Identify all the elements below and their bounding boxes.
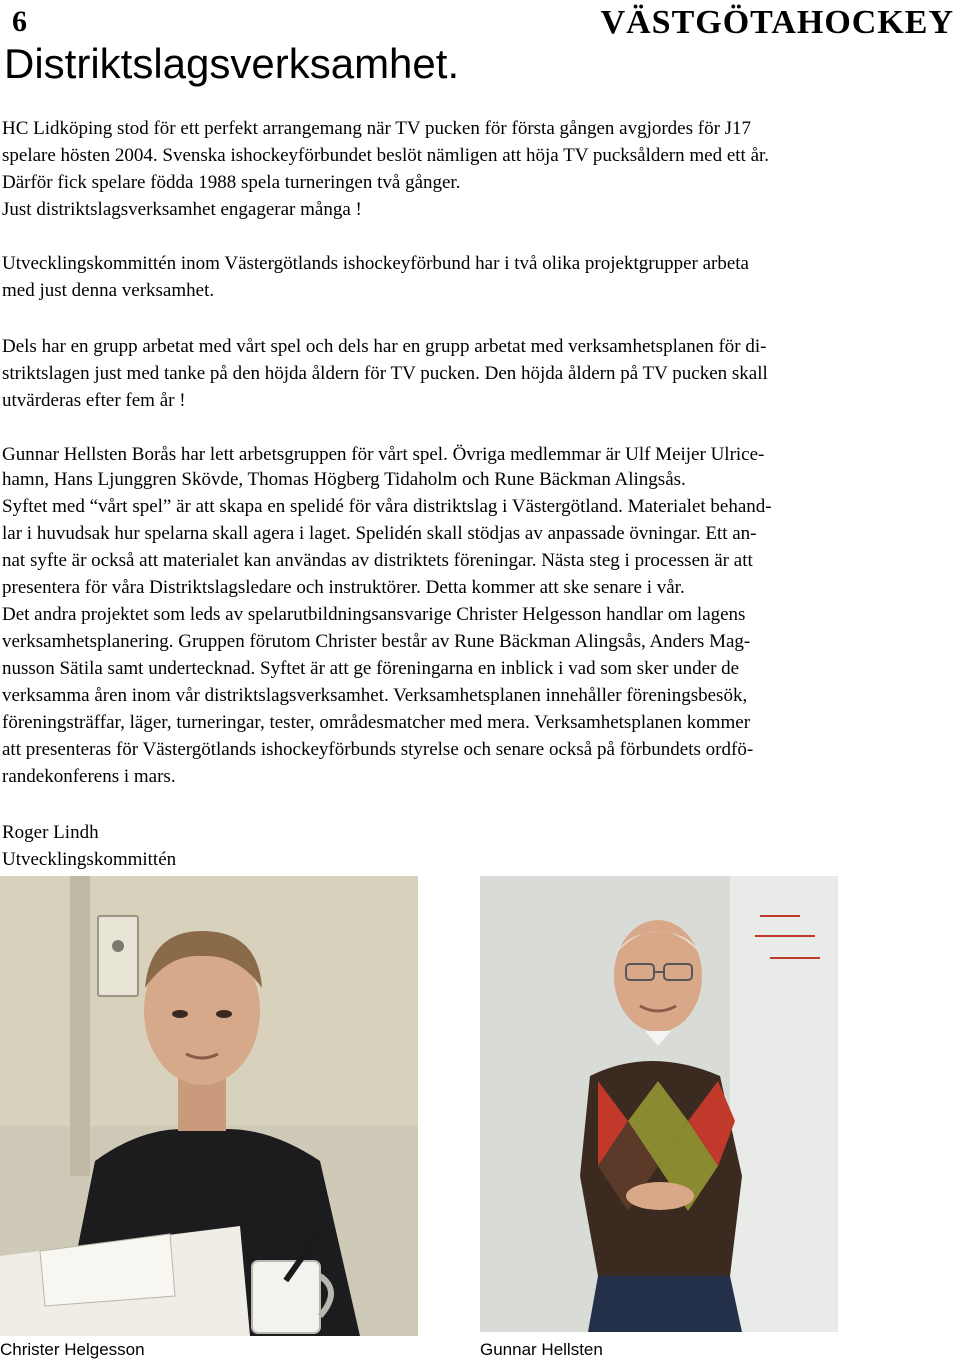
article-line: presentera för våra Distriktslagsledare och instruktörer. Detta kommer att ske senare i vår.	[2, 577, 685, 598]
photo-christer-helgesson-illustration	[0, 876, 418, 1336]
photo-caption-christer-helgesson: Christer Helgesson	[0, 1340, 145, 1359]
article-line: hamn, Hans Ljunggren Skövde, Thomas Högberg Tidaholm och Rune Bäckman Alingsås.	[2, 469, 686, 490]
article-line: utvärderas efter fem år !	[2, 390, 186, 411]
article-line: Dels har en grupp arbetat med vårt spel och dels har en grupp arbetat med verksamhetsplanen för di-	[2, 336, 767, 357]
photo-caption-gunnar-hellsten: Gunnar Hellsten	[480, 1340, 603, 1359]
article-line: nat syfte är också att materialet kan användas av distriktets föreningar. Nästa steg i processen är att	[2, 550, 753, 571]
article-line: föreningsträffar, läger, turneringar, tester, områdesmatcher med mera. Verksamhetsplanen kommer	[2, 712, 751, 733]
article-line: HC Lidköping stod för ett perfekt arrangemang när TV pucken för första gången avgjordes för J17	[2, 118, 752, 139]
photo-christer-helgesson	[0, 876, 418, 1336]
article-line: verksamhetsplanering. Gruppen förutom Christer består av Rune Bäckman Alingsås, Anders Mag-	[2, 631, 751, 652]
author-name: Roger Lindh	[2, 822, 99, 843]
magazine-title: VÄSTGÖTAHOCKEY	[600, 4, 954, 41]
article-line: Just distriktslagsverksamhet engagerar många !	[2, 199, 362, 220]
article-line: nusson Sätila samt undertecknad. Syftet är att ge föreningarna en inblick i vad som sker under de	[2, 658, 740, 679]
article-line: verksamma åren inom vår distriktslagsverksamhet. Verksamhetsplanen innehåller föreningsbesök,	[2, 685, 748, 706]
article-line: Gunnar Hellsten Borås har lett arbetsgruppen för vårt spel. Övriga medlemmar är Ulf Meijer Ulrice-	[2, 444, 765, 465]
article-line: Syftet med “vårt spel” är att skapa en spelidé för våra distriktslag i Västergötland. Materialet behand-	[2, 496, 772, 517]
photo-gunnar-hellsten-illustration	[480, 876, 838, 1332]
page-number: 6	[12, 5, 27, 38]
article-line: Därför fick spelare födda 1988 spela turneringen två gånger.	[2, 172, 461, 193]
article-line: med just denna verksamhet.	[2, 280, 215, 301]
photo-gunnar-hellsten	[480, 876, 838, 1332]
article-line: striktslagen just med tanke på den höjda åldern för TV pucken. Den höjda åldern på TV pucken skall	[2, 363, 768, 384]
article-line: att presenteras för Västergötlands ishockeyförbunds styrelse och senare också på förbundets ordfö-	[2, 739, 754, 760]
headline: Distriktslagsverksamhet.	[4, 40, 460, 87]
article-line: lar i huvudsak hur spelarna skall agera i laget. Spelidén skall stödjas av anpassade övningar. Ett an-	[2, 523, 757, 544]
article-line: Utvecklingskommittén inom Västergötlands ishockeyförbund har i två olika projektgrupper arbeta	[2, 253, 749, 274]
article-line: spelare hösten 2004. Svenska ishockeyförbundet beslöt nämligen att höja TV pucksåldern med ett år.	[2, 145, 770, 166]
author-role: Utvecklingskommittén	[2, 849, 177, 870]
article-line: Det andra projektet som leds av spelarutbildningsansvarige Christer Helgesson handlar om lagens	[2, 604, 746, 625]
article-line: randekonferens i mars.	[2, 766, 176, 787]
